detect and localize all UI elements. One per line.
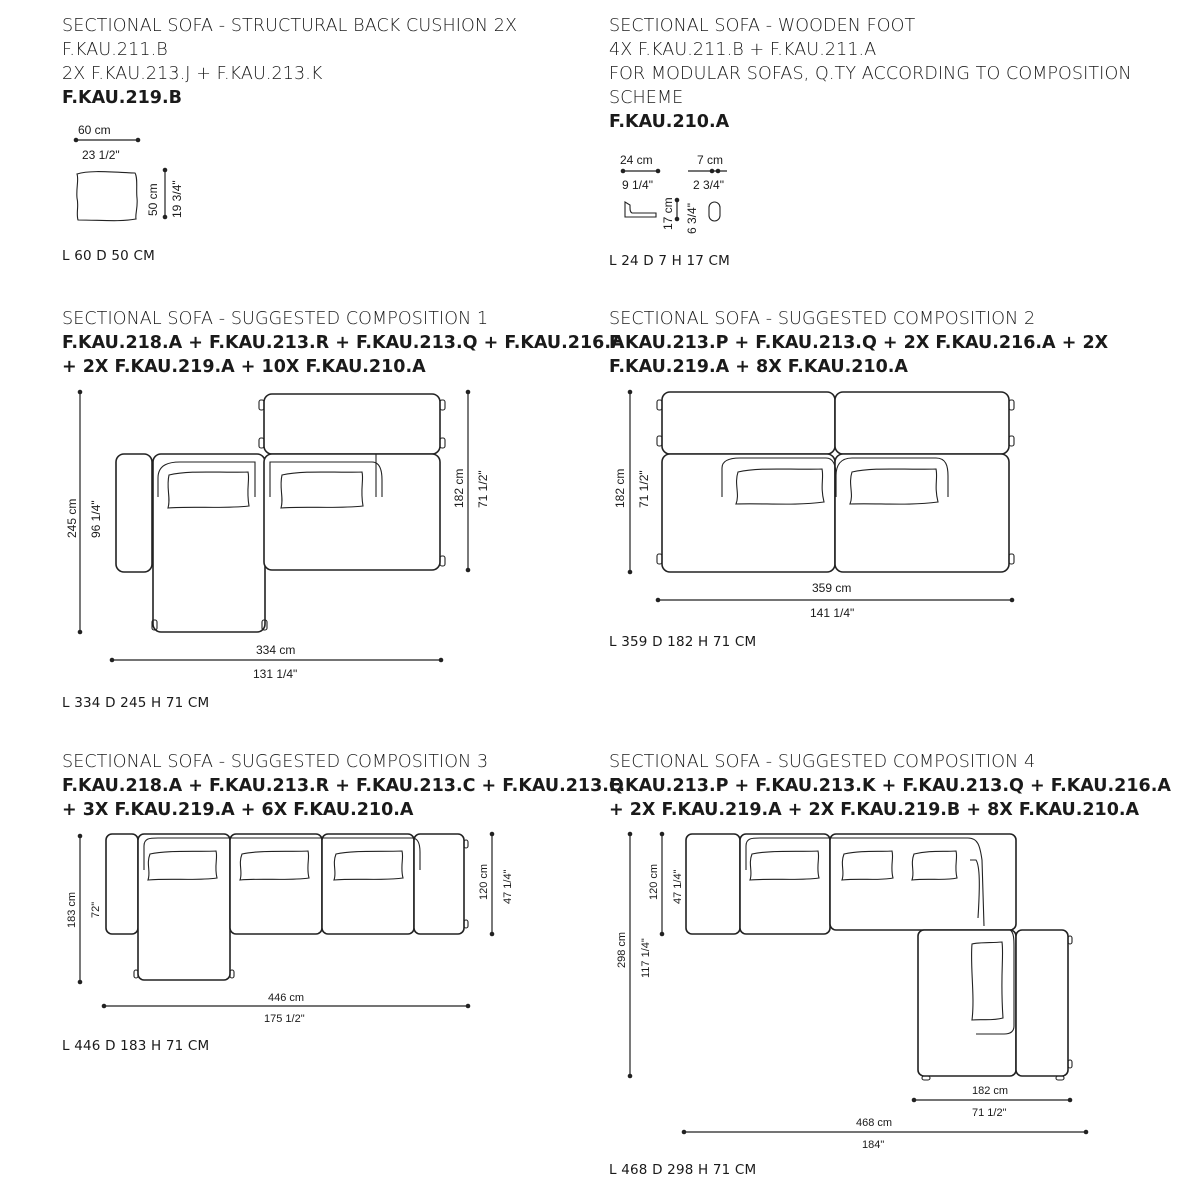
dim-label: 120 cm [648, 863, 660, 900]
dim-label: 6 3/4" [685, 203, 699, 234]
dim-label: 9 1/4" [622, 178, 653, 192]
product-code: F.KAU.213.P + F.KAU.213.K + F.KAU.213.Q + F.KAU.216.A [609, 776, 1171, 796]
section-composition-2 [609, 307, 1108, 379]
section-title: SECTIONAL SOFA - SUGGESTED COMPOSITION 1 [62, 309, 489, 329]
dim-label: 131 1/4" [253, 667, 298, 681]
code-line: SCHEME [609, 88, 684, 108]
dim-label: 183 cm [66, 891, 78, 928]
product-code: + 3X F.KAU.219.A + 6X F.KAU.210.A [62, 800, 414, 820]
section-title: SECTIONAL SOFA - WOODEN FOOT [609, 16, 916, 36]
dim-label: 446 cm [268, 992, 305, 1004]
dim-label: 19 3/4" [170, 180, 184, 218]
foot-drawing [610, 150, 750, 240]
dim-label: 7 cm [697, 153, 724, 167]
product-code: F.KAU.219.A + 8X F.KAU.210.A [609, 357, 908, 377]
section-title: SECTIONAL SOFA - SUGGESTED COMPOSITION 2 [609, 309, 1036, 329]
product-code: F.KAU.219.B [62, 88, 182, 108]
product-code: F.KAU.218.A + F.KAU.213.R + F.KAU.213.Q + F.KAU.216.A [62, 333, 625, 353]
dim-label: 71 1/2" [637, 470, 651, 508]
section-title: SECTIONAL SOFA - STRUCTURAL BACK CUSHION 2X [62, 16, 518, 36]
dim-label: 184" [862, 1139, 885, 1151]
code-line: 4X F.KAU.211.B + F.KAU.211.A [609, 40, 877, 60]
dimension-caption: L 24 D 7 H 17 CM [609, 253, 731, 269]
dim-label: 141 1/4" [810, 606, 855, 620]
section-composition-3 [62, 750, 624, 822]
product-code: F.KAU.213.P + F.KAU.213.Q + 2X F.KAU.216.A + 2X [609, 333, 1109, 353]
dim-label: 182 cm [452, 468, 466, 508]
dim-label: 17 cm [661, 197, 675, 230]
section-title: SECTIONAL SOFA - SUGGESTED COMPOSITION 4 [609, 752, 1036, 772]
section-composition-4 [609, 750, 1171, 822]
section-composition-1 [62, 307, 625, 379]
dim-label: 334 cm [256, 643, 296, 657]
section-title: SECTIONAL SOFA - SUGGESTED COMPOSITION 3 [62, 752, 489, 772]
dimension-caption: L 359 D 182 H 71 CM [609, 634, 757, 650]
dim-label: 23 1/2" [82, 148, 120, 162]
dim-label: 298 cm [616, 931, 628, 968]
dimension-caption: L 60 D 50 CM [62, 248, 155, 264]
dim-label: 359 cm [812, 581, 852, 595]
composition-3-drawing [0, 826, 600, 1026]
dim-label: 120 cm [478, 863, 490, 900]
dim-label: 71 1/2" [972, 1107, 1007, 1119]
dimension-caption: L 446 D 183 H 71 CM [62, 1038, 210, 1054]
code-line: FOR MODULAR SOFAS, Q.TY ACCORDING TO COMPOSITION [609, 64, 1132, 84]
dim-label: 182 cm [972, 1085, 1009, 1097]
dim-label: 60 cm [78, 123, 111, 137]
dimension-caption: L 468 D 298 H 71 CM [609, 1162, 757, 1178]
section-foot [609, 14, 1132, 134]
product-code: F.KAU.210.A [609, 112, 730, 132]
dim-label: 182 cm [613, 468, 627, 508]
dim-label: 175 1/2" [264, 1013, 305, 1025]
dimension-caption: L 334 D 245 H 71 CM [62, 695, 210, 711]
dim-label: 468 cm [856, 1117, 893, 1129]
section-cushion [62, 14, 517, 110]
composition-4-drawing [600, 826, 1200, 1156]
dim-label: 24 cm [620, 153, 653, 167]
composition-1-drawing [0, 380, 600, 690]
code-line: 2X F.KAU.213.J + F.KAU.213.K [62, 64, 323, 84]
product-code: F.KAU.218.A + F.KAU.213.R + F.KAU.213.C + F.KAU.213.Q [62, 776, 624, 796]
dim-label: 71 1/2" [476, 470, 490, 508]
dim-label: 245 cm [65, 498, 79, 538]
dim-label: 47 1/4" [672, 869, 684, 904]
cushion-drawing [60, 118, 200, 228]
dim-label: 50 cm [146, 183, 160, 216]
product-code: + 2X F.KAU.219.A + 2X F.KAU.219.B + 8X F.KAU.210.A [609, 800, 1140, 820]
dim-label: 117 1/4" [640, 938, 652, 978]
composition-2-drawing [600, 380, 1200, 640]
dim-label: 96 1/4" [89, 500, 103, 538]
dim-label: 2 3/4" [693, 178, 724, 192]
dim-label: 72" [90, 901, 102, 918]
product-code: + 2X F.KAU.219.A + 10X F.KAU.210.A [62, 357, 426, 377]
code-line: F.KAU.211.B [62, 40, 168, 60]
dim-label: 47 1/4" [502, 869, 514, 904]
